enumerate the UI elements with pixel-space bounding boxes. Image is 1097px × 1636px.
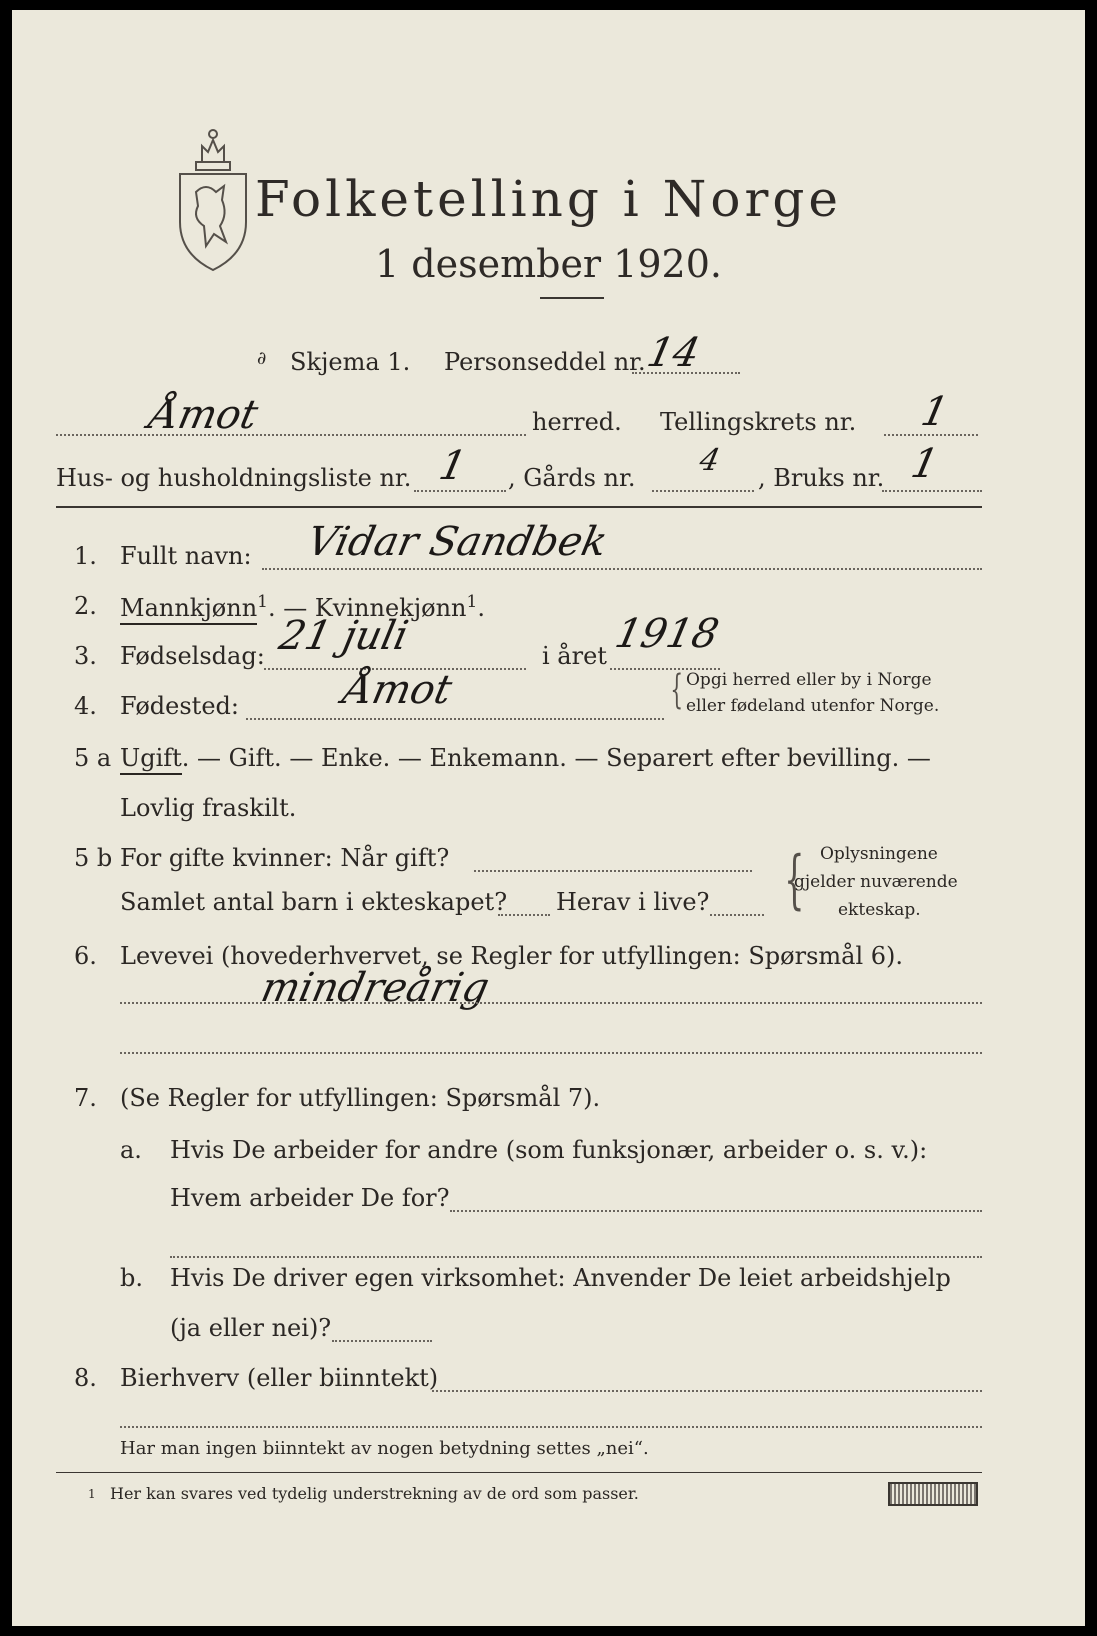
q7a-employer-label: Hvem arbeider De for? [170,1184,450,1212]
footnote-separator [56,1472,982,1473]
marital-rest: . — Gift. — Enke. — Enkemann. — Separert efter bevilling. — [181,744,931,772]
q2-gender-options: Mannkjønn$^1$. — Kvinnekjønn$^1$. [120,594,485,620]
q5b-alive-label: Herav i live? [556,888,710,916]
husholdningsliste-label: Hus- og husholdningsliste nr. [56,464,412,492]
q8-line1 [432,1390,982,1392]
tellingskrets-label: Tellingskrets nr. [660,408,857,436]
q3-label: Fødselsdag: [120,642,265,670]
q7-label: (Se Regler for utfyllingen: Spørsmål 7). [120,1084,601,1112]
footnote-text: Her kan svares ved tydelig understrekning av de ord som passer. [110,1484,639,1503]
q5b-note-line3: ekteskap. [838,900,921,920]
q6-line2 [120,1052,982,1054]
q5b-brace: { [784,843,805,917]
herred-label: herred. [532,408,622,436]
q1-full-name: Vidar Sandbek [303,519,612,565]
marital-unmarried: Ugift [120,744,182,775]
q2-number: 2. [74,592,97,620]
husholdningsliste-line [414,490,506,492]
q5b-children-label: Samlet antal barn i ekteskapet? [120,888,508,916]
q4-label: Fødested: [120,692,239,720]
q5a-marital-options [120,746,931,770]
census-date: 1 desember 1920. [375,242,722,286]
q6-line1 [120,1002,982,1004]
q5b-note-line1: Oplysningene [820,844,938,864]
printer-stamp-icon [888,1482,978,1506]
q4-note-line2: eller fødeland utenfor Norge. [686,696,940,716]
q8-number: 8. [74,1364,97,1392]
q4-brace: { [670,667,684,713]
q4-number: 4. [74,692,97,720]
q5a-number: 5 a [74,744,112,772]
bruks-line [882,490,982,492]
q1-label: Fullt navn: [120,542,252,570]
title-divider [540,297,604,299]
q7a-label: Hvis De arbeider for andre (som funksjonær, arbeider o. s. v.): [170,1136,928,1164]
q7a-line1 [450,1210,982,1212]
q5b-number: 5 b [74,844,113,872]
personseddel-value: 14 [643,330,704,376]
q4-line [246,718,664,720]
q7b-line [332,1340,432,1342]
gards-line [652,490,754,492]
q8-note: Har man ingen biinntekt av nogen betydning settes „nei“. [120,1438,649,1459]
bruks-value: 1 [907,441,943,487]
q5b-alive-line [710,914,764,916]
q6-occupation: mindreårig [257,965,494,1011]
q8-label: Bierhverv (eller biinntekt) [120,1364,439,1392]
q3-birth-year: 1918 [611,611,723,657]
q7-number: 7. [74,1084,97,1112]
footnote-mark: 1 [88,1487,96,1501]
q7b-yes-no-label: (ja eller nei)? [170,1314,332,1342]
q3-number: 3. [74,642,97,670]
q1-line [262,568,982,570]
form-title: Folketelling i Norge [255,170,842,228]
q4-birthplace: Åmot [339,667,456,713]
q7b-letter: b. [120,1264,143,1292]
bruks-label: , Bruks nr. [758,464,885,492]
q7a-line2 [170,1256,982,1258]
q3-year-label: i året [542,642,607,670]
q5b-married-line [474,870,752,872]
census-form [12,10,1085,1626]
herred-line [56,434,526,436]
gards-label: , Gårds nr. [508,464,636,492]
q7b-label: Hvis De driver egen virksomhet: Anvender De leiet arbeidshjelp [170,1264,951,1292]
personseddel-label: Personseddel nr. [444,348,646,376]
husholdningsliste-value: 1 [435,443,471,489]
q7a-letter: a. [120,1136,142,1164]
q5a-divorced: Lovlig fraskilt. [120,794,297,822]
header-separator [56,506,982,508]
q5b-note-line2: gjelder nuværende [794,872,958,892]
stamp-mark: ∂ [257,348,267,369]
q5b-married-label: For gifte kvinner: Når gift? [120,844,450,872]
gender-separator: . — [267,594,315,622]
schema-label: Skjema 1. [290,348,411,376]
q8-line2 [120,1426,982,1428]
gards-value: 4 [696,443,723,478]
gender-female: Kvinnekjønn [314,594,467,622]
q1-number: 1. [74,542,97,570]
q6-number: 6. [74,942,97,970]
q3-birthday: 21 juli [275,613,413,659]
q5b-children-line [498,914,550,916]
q4-note-line1: Opgi herred eller by i Norge [686,670,932,690]
herred-value: Åmot [145,392,262,438]
tellingskrets-value: 1 [917,389,953,435]
q6-label: Levevei (hovederhvervet, se Regler for utfyllingen: Spørsmål 6). [120,942,904,970]
gender-male: Mannkjønn [120,594,257,625]
